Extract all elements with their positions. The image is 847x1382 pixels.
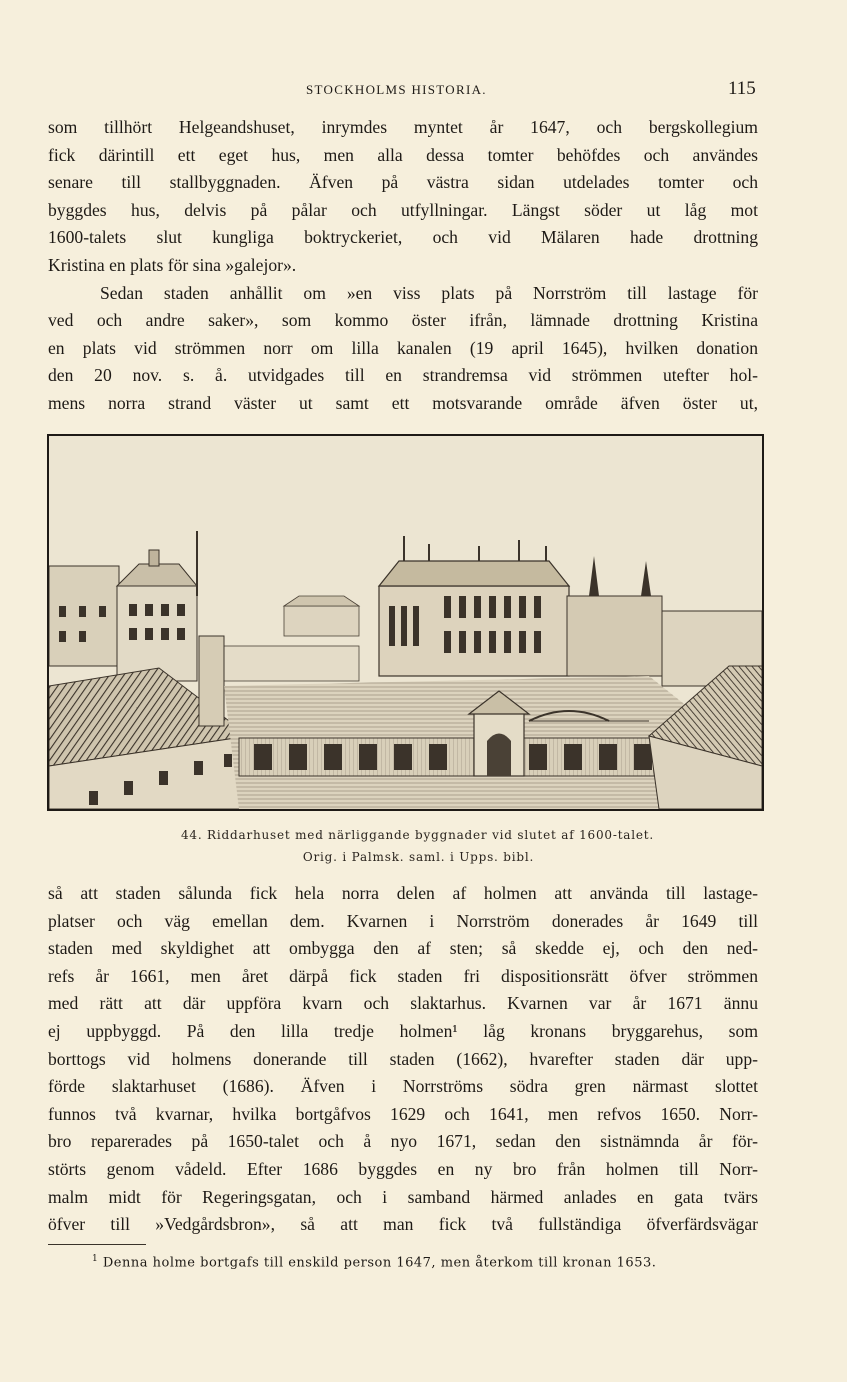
footnote-text: Denna holme bortgafs till enskild person 1647, men återkom till kronan 1653. — [102, 1255, 657, 1271]
text-line: bro reparerades på 1650-talet och å nyo 1671, sedan den sistnämnda år för- — [48, 1131, 758, 1152]
text-line: fick därintill ett eget hus, men alla dessa tomter behöfdes och användes — [48, 144, 758, 165]
text-line: öfver till »Vedgårdsbron», så att man fick två fullständiga öfverfärdsvägar — [48, 1214, 758, 1235]
text-line: med rätt att där uppföra kvarn och slaktarhus. Kvarnen var år 1671 ännu — [48, 993, 758, 1014]
footnote-rule — [48, 1244, 146, 1245]
footnote — [92, 1254, 656, 1270]
text-line: borttogs vid holmens donerande till staden (1662), hvarefter staden där upp- — [48, 1048, 758, 1069]
body-text-top — [48, 114, 758, 418]
page-header — [0, 78, 847, 102]
text-line: 1600-talets slut kungliga boktryckeriet, och vid Mälaren hade drottning — [48, 227, 758, 248]
body-text-bottom — [48, 880, 758, 1239]
text-line: störts genom vådeld. Efter 1686 byggdes en ny bro från holmen till Norr- — [48, 1158, 758, 1179]
page-number: 115 — [728, 78, 756, 99]
text-line: den 20 nov. s. å. utvidgades till en strandremsa vid strömmen utefter hol- — [48, 365, 758, 386]
text-line: Sedan staden anhållit om »en viss plats på Norrström till lastage för — [100, 282, 758, 303]
engraving-figure — [47, 434, 764, 811]
text-line: refs år 1661, men året därpå fick staden fri dispositionsrätt öfver strömmen — [48, 965, 758, 986]
text-line: malm midt för Regeringsgatan, och i samband härmed anlades en gata tvärs — [48, 1186, 758, 1207]
text-line: så att staden sålunda fick hela norra delen af holmen att använda till lastage- — [48, 883, 758, 903]
text-line: senare till stallbyggnaden. Äfven på västra sidan utdelades tomter och — [48, 172, 758, 193]
text-line: ej uppbyggd. På den lilla tredje holmen¹ låg kronans bryggarehus, som — [48, 1020, 758, 1041]
text-line: Kristina en plats för sina »galejor». — [48, 254, 297, 275]
text-line: förde slaktarhuset (1686). Äfven i Norrströms södra gren närmast slottet — [48, 1076, 758, 1097]
text-line: en plats vid strömmen norr om lilla kanalen (19 april 1645), hvilken donation — [48, 337, 758, 358]
text-line: byggdes hus, delvis på pålar och utfyllningar. Längst söder ut låg mot — [48, 199, 758, 220]
text-line: funnos två kvarnar, hvilka bortgåfvos 1629 och 1641, men refvos 1650. Norr- — [48, 1103, 758, 1124]
figure-caption: 44. Riddarhuset med närliggande byggnader vid slutet af 1600-talet. — [180, 828, 655, 842]
text-line: staden med skyldighet att ombygga den af sten; så skedde ej, och den ned- — [48, 938, 758, 959]
running-title: STOCKHOLMS HISTORIA. — [306, 82, 487, 97]
figure-source: Orig. i Palmsk. saml. i Upps. bibl. — [302, 850, 535, 864]
text-line: platser och väg emellan dem. Kvarnen i Norrström donerades år 1649 till — [48, 910, 758, 931]
text-line: ved och andre saker», som kommo öster ifrån, lämnade drottning Kristina — [48, 310, 758, 331]
footnote-marker: 1 — [92, 1254, 99, 1264]
riddarhuset-engraving — [49, 436, 762, 809]
text-line: mens norra strand väster ut samt ett motsvarande område äfven öster ut, — [48, 392, 758, 413]
text-line: som tillhört Helgeandshuset, inrymdes myntet år 1647, och bergskollegium — [48, 117, 758, 137]
